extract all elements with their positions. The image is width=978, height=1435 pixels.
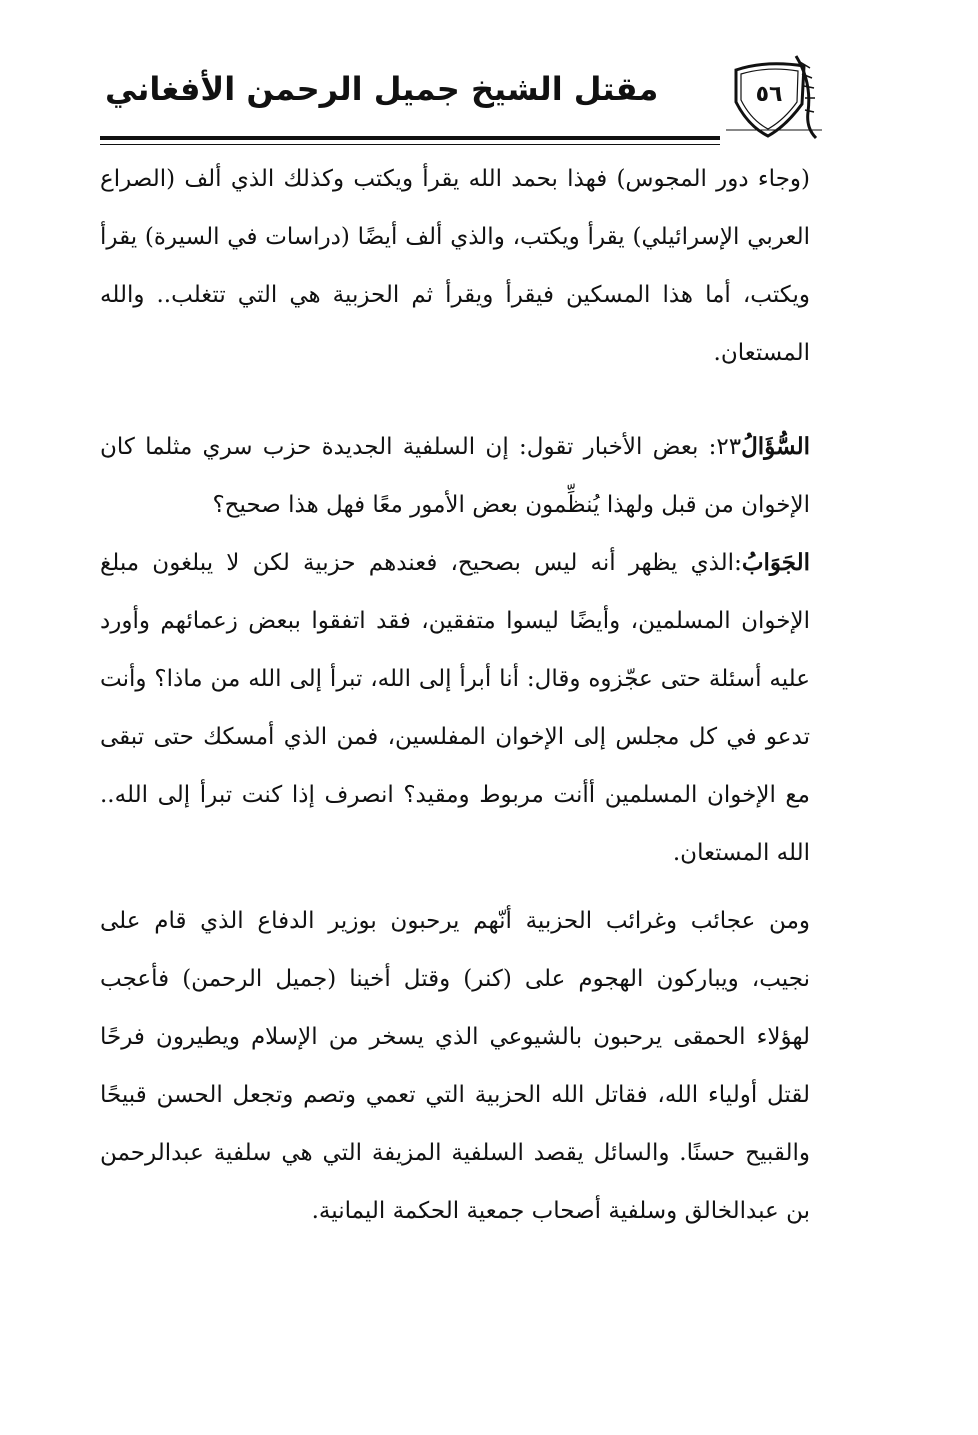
page-number-shield [726,52,822,142]
page-header [100,52,830,142]
answer-label: الجَوَابُ [741,549,810,576]
body-text [100,150,810,1240]
question-paragraph [100,418,810,534]
paragraph-4: ومن عجائب وغرائب الحزبية أنّهم يرحبون بوزير الدفاع الذي قام على نجيب، ويباركون الهجوم على (كنر) وقتل أخينا (جميل الرحمن) فأعجب لهؤلاء الحمقى يرحبون بالشيوعي الذي يسخر من الإسلام ويطيرون فرحًا لقتل أولياء الله، فقاتل الله الحزبية التي تعمي وتصم وتجعل الحسن قبيحًا والقبيح حسنًا. والسائل يقصد السلفية المزيفة التي هي سلفية عبدالرحمن بن عبدالخالق وسلفية أصحاب جمعية الحكمة اليمانية. [100,908,810,1224]
running-title: مقتل الشيخ جميل الرحمن الأفغاني [105,70,659,108]
page-number: ٥٦ [755,82,783,107]
header-rule-thin [100,144,720,145]
spacer [100,882,810,892]
question-label: السُّؤَالُ [741,433,810,460]
spacer [100,382,810,418]
answer-paragraph [100,534,810,882]
answer-text: :الذي يظهر أنه ليس بصحيح، فعندهم حزبية لكن لا يبلغون مبلغ الإخوان المسلمين، وأيضًا ليسوا متفقين، فقد اتفقوا ببعض زعمائهم وأورد عليه أسئلة حتى عجّزوه وقال: أنا أبرأ إلى الله، تبرأ إلى الله من ماذا؟ وأنت تدعو في كل مجلس إلى الإخوان المفلسين، فمن الذي أمسكك حتى تبقى مع الإخوان المسلمين أأنت مربوط ومقيد؟ انصرف إذا كنت تبرأ إلى الله.. الله المستعان. [100,550,810,866]
header-rule-thick [100,136,720,140]
question-text: ٢٣: بعض الأخبار تقول: إن السلفية الجديدة حزب سري مثلما كان الإخوان من قبل ولهذا يُنظِّمون بعض الأمور معًا فهل هذا صحيح؟ [100,434,810,518]
paragraph-1: (وجاء دور المجوس) فهذا بحمد الله يقرأ ويكتب وكذلك الذي ألف (الصراع العربي الإسرائيلي) يقرأ ويكتب، والذي ألف أيضًا (دراسات في السيرة) يقرأ ويكتب، أما هذا المسكين فيقرأ ويقرأ ثم الحزبية هي التي تتغلب.. والله المستعان. [100,166,810,366]
